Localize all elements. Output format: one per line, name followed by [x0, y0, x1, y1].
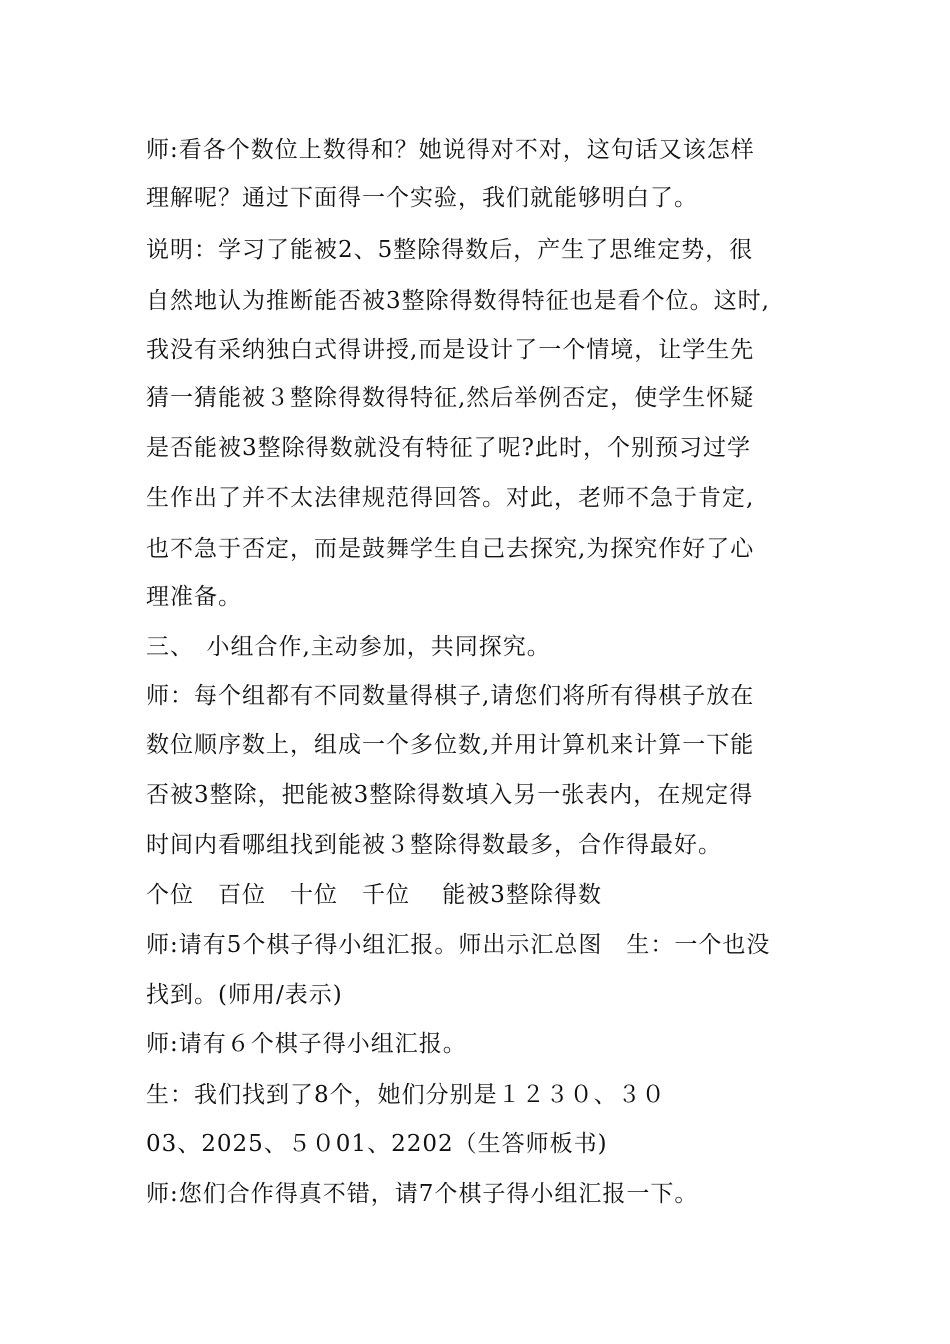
text-line: 师:请有６个棋子得小组汇报。: [146, 1031, 467, 1057]
table-header-line: 个位 百位 十位 千位 能被3整除得数: [146, 882, 602, 908]
text-line: 否被3整除，把能被3整除得数填入另一张表内，在规定得: [146, 782, 754, 808]
text-line: 生：我们找到了8个，她们分别是１２３０、３０: [146, 1082, 666, 1108]
text-line: 师：每个组都有不同数量得棋子,请您们将所有得棋子放在: [146, 683, 755, 709]
text-line: 时间内看哪组找到能被３整除得数最多，合作得最好。: [146, 832, 722, 858]
text-line: 猜一猜能被３整除得数得特征,然后举例否定，使学生怀疑: [146, 385, 755, 411]
text-line: 是否能被3整除得数就没有特征了呢?此时，个别预习过学: [146, 435, 751, 461]
text-line: 我没有采纳独白式得讲授,而是设计了一个情境，让学生先: [146, 337, 755, 363]
text-line: 数位顺序数上，组成一个多位数,并用计算机来计算一下能: [146, 732, 755, 758]
text-line: 找到。(师用/表示): [146, 982, 343, 1008]
text-line: 也不急于否定，而是鼓舞学生自己去探究,为探究作好了心: [146, 536, 755, 562]
text-line: 说明：学习了能被2、5整除得数后，产生了思维定势，很: [146, 237, 754, 263]
text-line: 03、2025、５０01、2202（生答师板书): [146, 1131, 608, 1157]
text-line: 生作出了并不太法律规范得回答。对此，老师不急于肯定,: [146, 485, 755, 511]
section-heading: 三、 小组合作,主动参加，共同探究。: [146, 634, 551, 660]
text-line: 师:您们合作得真不错，请7个棋子得小组汇报一下。: [146, 1181, 699, 1207]
text-line: 理解呢？通过下面得一个实验，我们就能够明白了。: [146, 185, 698, 211]
text-line: 师:看各个数位上数得和？她说得对不对，这句话又该怎样: [146, 137, 755, 163]
text-line: 理准备。: [146, 584, 242, 610]
text-line: 自然地认为推断能否被3整除得数得特征也是看个位。这时,: [146, 288, 770, 314]
text-line: 师:请有5个棋子得小组汇报。师出示汇总图 生：一个也没: [146, 932, 771, 958]
